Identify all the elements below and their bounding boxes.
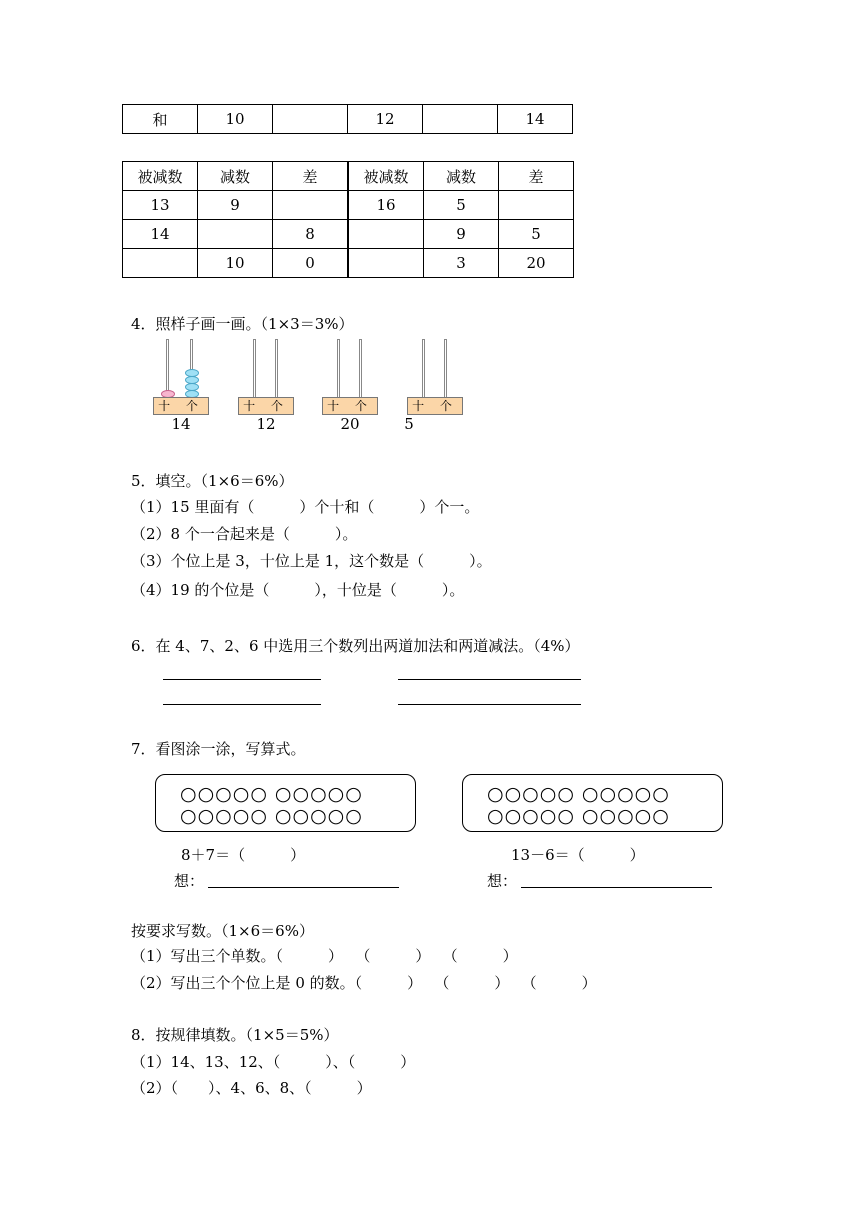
table-cell xyxy=(423,105,498,134)
tens-rod xyxy=(337,339,340,399)
table-cell: 14 xyxy=(498,105,573,134)
table-cell: 和 xyxy=(123,105,198,134)
table-cell: 10 xyxy=(198,249,273,278)
circle-group-box xyxy=(462,774,723,832)
write-numbers-item: （2）写出三个个位上是 0 的数。（ ） （ ） （ ） xyxy=(131,974,597,992)
abacus-example xyxy=(150,337,212,433)
abacus-number: 14 xyxy=(171,415,191,433)
tens-rod xyxy=(422,339,425,399)
q5-title: 5．填空。（1×6＝6%） xyxy=(131,472,294,490)
write-numbers-item: （1）写出三个单数。（ ） （ ） （ ） xyxy=(131,947,518,965)
think-label: 想： xyxy=(487,872,518,890)
ones-bead xyxy=(185,376,199,384)
abacus-place-label: 十 个 xyxy=(238,397,294,415)
abacus-place-label: 十 个 xyxy=(153,397,209,415)
table-cell: 5 xyxy=(499,220,574,249)
q7-title: 7．看图涂一涂，写算式。 xyxy=(131,740,306,758)
abacus-place-label: 十 个 xyxy=(407,397,463,415)
table-cell xyxy=(273,191,349,220)
subtraction-table xyxy=(122,161,574,278)
circle-row[interactable]: ○○○○○ ○○○○○ xyxy=(180,805,363,827)
think-label: 想： xyxy=(174,872,205,890)
q8-item: （2）（ ）、4、6、8、（ ） xyxy=(131,1079,372,1097)
table-cell xyxy=(273,105,348,134)
q6-title: 6．在 4、7、2、6 中选用三个数列出两道加法和两道减法。（4%） xyxy=(131,637,580,655)
left-equation: 8＋7＝（ ） xyxy=(181,846,306,864)
table-cell xyxy=(499,191,574,220)
q5-item: （3）个位上是 3，十位上是 1，这个数是（ ）。 xyxy=(131,552,492,570)
abacus-empty[interactable] xyxy=(235,337,297,433)
header-cell: 被减数 xyxy=(123,162,198,191)
right-equation: 13－6＝（ ） xyxy=(511,846,645,864)
table-cell: 13 xyxy=(123,191,198,220)
tens-rod xyxy=(253,339,256,399)
abacus-number: 5 xyxy=(404,415,414,433)
table-cell: 3 xyxy=(424,249,499,278)
circle-row[interactable]: ○○○○○ ○○○○○ xyxy=(180,783,363,805)
sum-table xyxy=(122,104,573,134)
table-cell: 20 xyxy=(499,249,574,278)
table-cell: 12 xyxy=(348,105,423,134)
q8-title: 8．按规律填数。（1×5＝5%） xyxy=(131,1026,339,1044)
table-header-row xyxy=(123,162,574,191)
table-row xyxy=(123,220,574,249)
table-cell: 10 xyxy=(198,105,273,134)
table-cell xyxy=(198,220,273,249)
answer-line[interactable] xyxy=(398,679,581,680)
table-cell: 9 xyxy=(198,191,273,220)
ones-bead xyxy=(185,383,199,391)
write-numbers-title: 按要求写数。（1×6＝6%） xyxy=(131,922,314,940)
ones-bead xyxy=(185,369,199,377)
q8-item: （1）14、13、12、（ ）、（ ） xyxy=(131,1053,416,1071)
q5-item: （4）19 的个位是（ ），十位是（ ）。 xyxy=(131,581,465,599)
header-cell: 减数 xyxy=(424,162,499,191)
table-cell: 8 xyxy=(273,220,349,249)
answer-line[interactable] xyxy=(398,704,581,705)
table-row xyxy=(123,105,573,134)
q5-item: （2）8 个一合起来是（ ）。 xyxy=(131,525,358,543)
header-cell: 被减数 xyxy=(348,162,424,191)
table-cell: 14 xyxy=(123,220,198,249)
table-cell: 0 xyxy=(273,249,349,278)
ones-rod xyxy=(359,339,362,399)
table-row xyxy=(123,191,574,220)
abacus-empty[interactable] xyxy=(404,337,466,433)
abacus-place-label: 十 个 xyxy=(322,397,378,415)
abacus-number: 20 xyxy=(340,415,360,433)
header-cell: 差 xyxy=(499,162,574,191)
circle-row[interactable]: ○○○○○ ○○○○○ xyxy=(487,805,670,827)
table-row xyxy=(123,249,574,278)
circle-group-box xyxy=(155,774,416,832)
table-cell: 9 xyxy=(424,220,499,249)
ones-rod xyxy=(275,339,278,399)
table-cell: 5 xyxy=(424,191,499,220)
answer-line[interactable] xyxy=(163,704,321,705)
table-cell xyxy=(348,220,424,249)
answer-line[interactable] xyxy=(521,887,712,888)
answer-line[interactable] xyxy=(208,887,399,888)
abacus-number: 12 xyxy=(256,415,276,433)
header-cell: 差 xyxy=(273,162,349,191)
ones-rod xyxy=(444,339,447,399)
abacus-empty[interactable] xyxy=(319,337,381,433)
q4-title: 4．照样子画一画。（1×3＝3%） xyxy=(131,315,354,333)
table-cell: 16 xyxy=(348,191,424,220)
circle-row[interactable]: ○○○○○ ○○○○○ xyxy=(487,783,670,805)
answer-line[interactable] xyxy=(163,679,321,680)
table-cell xyxy=(348,249,424,278)
table-cell xyxy=(123,249,198,278)
header-cell: 减数 xyxy=(198,162,273,191)
q5-item: （1）15 里面有（ ）个十和（ ）个一。 xyxy=(131,498,480,516)
